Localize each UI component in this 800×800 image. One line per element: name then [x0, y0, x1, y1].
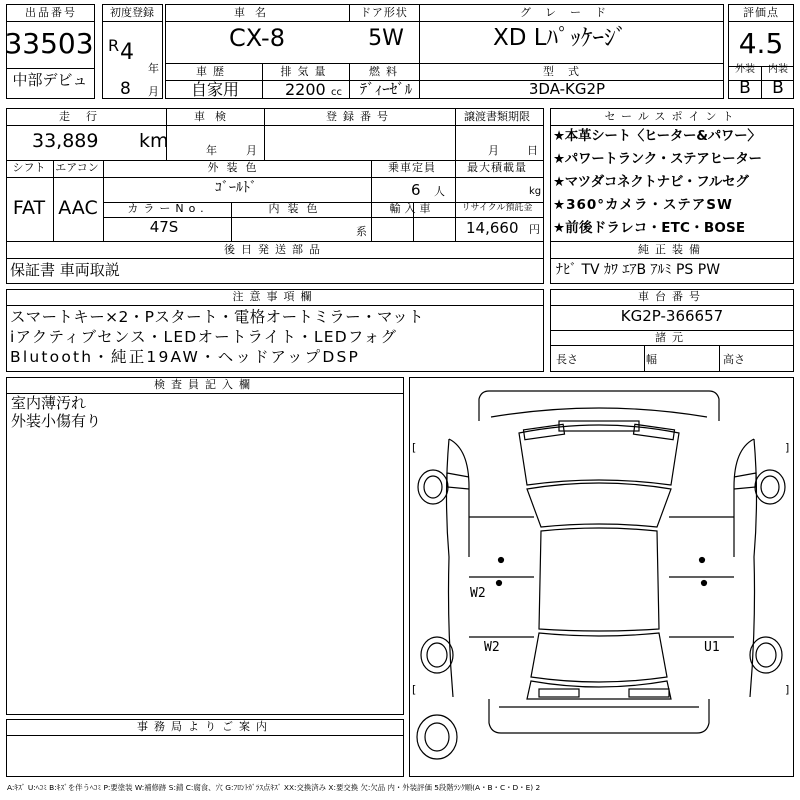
year-value: 4 [120, 40, 134, 65]
notes-line-3: Blutooth・純正19AW・ヘッドアップDSP [10, 348, 361, 366]
score-value: 4.5 [738, 27, 784, 60]
mileage-unit: km [139, 130, 169, 152]
damage-legend: A:ｷｽﾞ U:ﾍｺﾐ B:ｷｽﾞを伴うﾍｺﾐ P:要塗装 W:補修跡 S:錆 C:腐食、穴 G:ﾌﾛﾝﾄｶﾞﾗｽ点ｷｽﾞ XX:交換済み X:要交換 欠:欠品 内・外装評価 5段階ﾗﾝｸ順(A・B・C・D・E) 2 [7, 783, 541, 792]
height-label: 高さ [723, 353, 745, 366]
sales-point-3: ★マツダコネクトナビ・フルセグ [553, 174, 749, 190]
length-label: 長さ [556, 353, 578, 366]
fuel-label: 燃料 [369, 65, 403, 78]
grade-label: グレード [520, 6, 620, 19]
left-fender [449, 439, 469, 557]
equipment-label: 純正装備 [638, 243, 706, 256]
front-bumper-inner [491, 408, 707, 417]
bracket-right-bottom: ] [785, 683, 790, 696]
bracket-right-top: ] [785, 441, 790, 454]
displacement-unit: cc [331, 87, 342, 98]
inspection-month-unit: 月 [246, 144, 257, 157]
notes-line-1: スマートキー×2・Pスタート・電格オートミラー・マット [10, 308, 425, 326]
wheel-front-right [755, 470, 785, 504]
trunk [527, 681, 671, 699]
roof [539, 528, 659, 631]
inspector-line-2: 外装小傷有り [11, 412, 102, 430]
grade-value: XD Lﾊﾟｯｹｰｼﾞ [492, 25, 628, 51]
car-diagram [409, 377, 794, 777]
front-bumper-outline [479, 391, 719, 421]
interior-label: 内装 [768, 64, 788, 75]
door-label: ドア形状 [360, 6, 408, 19]
rear-outline [489, 699, 709, 733]
sales-point-5: ★前後ドラレコ・ETC・BOSE [553, 220, 746, 236]
inspection-year-unit: 年 [206, 144, 217, 157]
right-rear-handle [702, 581, 707, 586]
shift-value: FAT [12, 197, 46, 219]
right-door-front [669, 517, 734, 577]
left-rear-handle [497, 581, 502, 586]
lot-label: 出品番号 [25, 6, 77, 19]
inspector-line-1: 室内薄汚れ [11, 394, 87, 412]
windshield [527, 483, 671, 527]
era-letter: R [108, 36, 120, 55]
spare-tire [417, 715, 457, 759]
transfer-month-unit: 月 [488, 144, 499, 157]
right-mirror [734, 473, 756, 489]
notes-title: 注意事項欄 [232, 290, 318, 303]
hood-outline [519, 425, 679, 485]
damage-mark-w2-lower: W2 [484, 640, 500, 655]
lot-number: 33503 [4, 27, 94, 60]
year-unit: 年 [148, 62, 159, 75]
exterior-label: 外装 [735, 64, 755, 75]
mileage-value: 33,889 [32, 130, 99, 152]
recycle-value: 14,660 [466, 219, 519, 237]
recycle-label: リサイクル預託金 [461, 203, 533, 213]
left-door-handle [499, 558, 504, 563]
plate-label: 登録番号 [326, 110, 394, 123]
transfer-label: 譲渡書類期限 [464, 110, 530, 123]
color-no-value: 47S [149, 218, 179, 236]
sales-point-4: ★360°カメラ・ステアSW [553, 197, 733, 213]
transfer-day-unit: 日 [527, 144, 538, 157]
month-unit: 月 [148, 85, 159, 98]
width-label: 幅 [646, 353, 657, 366]
right-fender [734, 439, 754, 557]
later-parts-label: 後日発送部品 [224, 243, 326, 256]
sales-point-1: ★本革シート〈ヒーター&パワー〉 [553, 128, 761, 144]
damage-mark-w2-upper: W2 [470, 586, 486, 601]
car-name: CX-8 [229, 24, 285, 52]
interior-grade: B [772, 78, 784, 98]
debut-label: 中部デビュ [12, 71, 88, 89]
bracket-left-bottom: [ [412, 683, 417, 696]
damage-mark-u1: U1 [704, 640, 720, 655]
later-parts-value: 保証書 車両取説 [10, 261, 120, 279]
wheel-front-left [418, 470, 448, 504]
int-color-unit: 系 [356, 225, 367, 238]
ext-color-value: ｺﾞｰﾙﾄﾞ [215, 180, 257, 196]
wheel-rear-right-inner [756, 643, 776, 667]
sales-points-title: セールスポイント [604, 110, 740, 123]
history-value: 自家用 [190, 80, 240, 99]
capacity-value: 6 [411, 181, 421, 199]
dims-label: 諸元 [655, 331, 689, 344]
rear-lamp-left [539, 689, 579, 697]
bracket-left-top: [ [412, 441, 417, 454]
car-name-label: 車名 [234, 6, 276, 19]
rear-lamp-right [629, 689, 669, 697]
chassis-label: 車台番号 [638, 290, 706, 303]
displacement-label: 排気量 [280, 65, 332, 78]
ac-label: エアコン [55, 161, 99, 174]
recycle-unit: 円 [529, 223, 540, 236]
model-value: 3DA-KG2P [528, 80, 606, 98]
sales-point-2: ★パワートランク・ステアヒーター [553, 151, 762, 167]
model-label: 型式 [543, 65, 593, 78]
shift-label: シフト [12, 161, 46, 174]
left-door-front [469, 517, 534, 577]
import-label: 輸入車 [389, 202, 435, 215]
score-label: 評価点 [743, 6, 779, 19]
displacement-value: 2200 [285, 80, 326, 99]
wheel-front-right-inner [761, 476, 779, 498]
wheel-front-left-inner [424, 476, 442, 498]
chassis-number: KG2P-366657 [620, 307, 724, 325]
history-label: 車歴 [196, 65, 230, 78]
load-unit: kg [529, 186, 542, 197]
left-mirror [447, 473, 469, 489]
rear-glass [531, 633, 667, 682]
right-door-handle [700, 558, 705, 563]
capacity-label: 乗車定員 [388, 161, 436, 174]
capacity-unit: 人 [434, 185, 445, 198]
spare-tire-inner [425, 723, 449, 751]
int-color-label: 内装色 [268, 202, 326, 215]
door-value: 5W [368, 26, 404, 51]
load-label: 最大積載量 [467, 161, 527, 174]
office-title: 事務局よりご案内 [137, 720, 273, 733]
color-no-label: カラーNo. [127, 202, 209, 215]
exterior-grade: B [739, 78, 751, 98]
first-reg-label: 初度登録 [110, 6, 154, 19]
inspector-title: 検査員記入欄 [154, 378, 256, 391]
wheel-rear-left-inner [427, 643, 447, 667]
inspection-label: 車検 [194, 110, 236, 123]
month-value: 8 [120, 79, 131, 99]
mileage-label: 走行 [59, 110, 113, 123]
fuel-value: ﾃﾞｨｰｾﾞﾙ [359, 80, 413, 98]
ac-value: AAC [58, 197, 98, 219]
equipment-value: ﾅﾋﾞ TV ｶﾜ ｴｱB ｱﾙﾐ PS PW [556, 262, 721, 278]
notes-line-2: iアクティブセンス・LEDオートライト・LEDフォグ [10, 328, 398, 346]
ext-color-label: 外装色 [207, 161, 265, 174]
